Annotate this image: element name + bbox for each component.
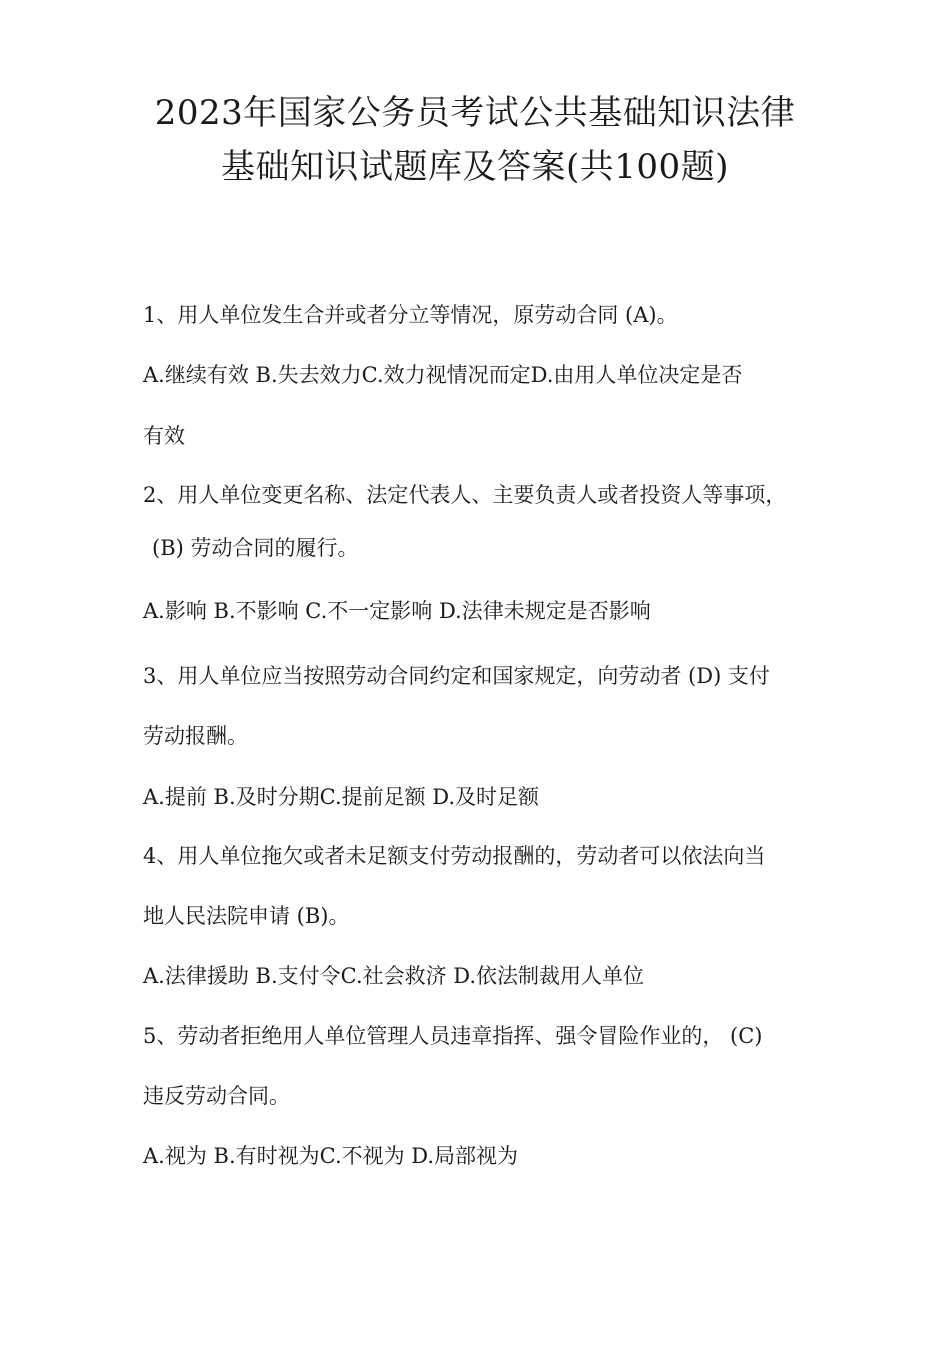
question-5-text-cont: 违反劳动合同。 xyxy=(143,1084,290,1108)
question-5-text: 5、劳动者拒绝用人单位管理人员违章指挥、强令冒险作业的， (C) xyxy=(143,1024,763,1048)
question-3-text: 3、用人单位应当按照劳动合同约定和国家规定，向劳动者 (D) 支付 xyxy=(143,664,770,688)
question-2-options: A.影响 B.不影响 C.不一定影响 D.法律未规定是否影响 xyxy=(143,599,651,623)
document-title-line-2: 基础知识试题库及答案(共100题) xyxy=(221,147,729,187)
question-3-options: A.提前 B.及时分期C.提前足额 D.及时足额 xyxy=(143,785,540,809)
question-5-options: A.视为 B.有时视为C.不视为 D.局部视为 xyxy=(143,1144,519,1168)
document-title-line-1: 2023年国家公务员考试公共基础知识法律 xyxy=(154,93,796,133)
question-1-options-cont: 有效 xyxy=(143,424,185,448)
question-1-options: A.继续有效 B.失去效力C.效力视情况而定D.由用人单位决定是否 xyxy=(143,363,743,387)
question-2-text: 2、用人单位变更名称、法定代表人、主要负责人或者投资人等事项， xyxy=(143,483,787,507)
question-1-text: 1、用人单位发生合并或者分立等情况，原劳动合同 (A)。 xyxy=(143,303,678,327)
question-4-options: A.法律援助 B.支付令C.社会救济 D.依法制裁用人单位 xyxy=(143,964,645,988)
question-2-text-cont: (B) 劳动合同的履行。 xyxy=(152,536,359,560)
question-4-text: 4、用人单位拖欠或者未足额支付劳动报酬的，劳动者可以依法向当 xyxy=(143,844,766,868)
question-4-text-cont: 地人民法院申请 (B)。 xyxy=(143,904,350,928)
question-3-text-cont: 劳动报酬。 xyxy=(143,724,248,748)
